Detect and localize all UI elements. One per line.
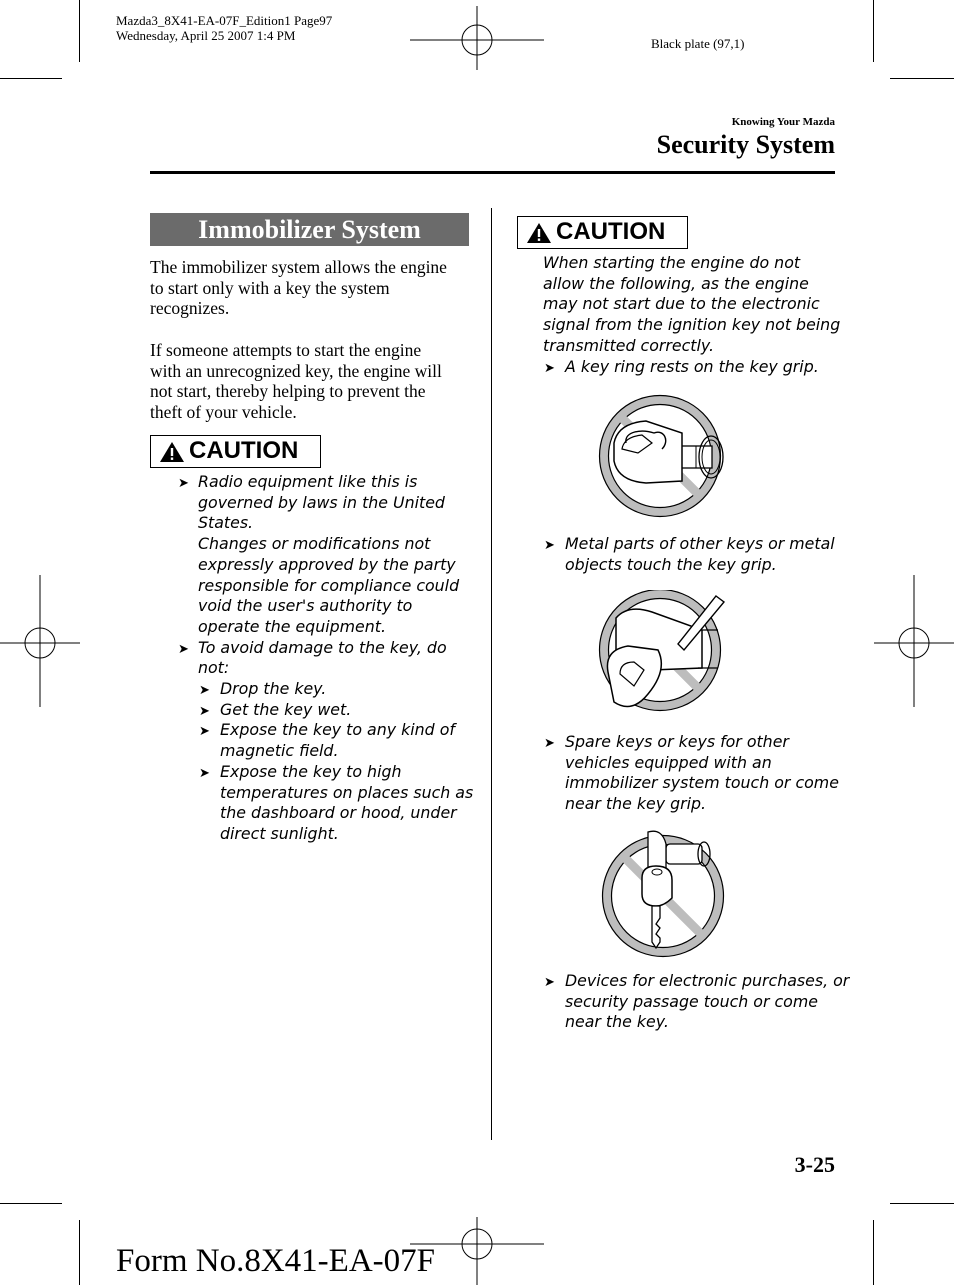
- text-line: When starting the engine do not: [543, 253, 801, 272]
- text-line: States.: [198, 513, 254, 533]
- caution-list-left: [178, 472, 478, 845]
- section-title: Security System: [656, 130, 835, 159]
- text-line: Radio equipment like this is: [198, 472, 418, 491]
- caution-box-right: [517, 216, 688, 249]
- bullet-icon: ➤: [544, 361, 555, 376]
- list-item: [178, 638, 478, 679]
- text-line: Metal parts of other keys or metal: [565, 534, 835, 553]
- text-line: responsible for compliance could: [198, 575, 460, 595]
- bullet-icon: ➤: [199, 703, 210, 719]
- file-info-line-1: Mazda3_8X41-EA-07F_Edition1 Page97: [116, 13, 333, 28]
- text-line: transmitted correctly.: [543, 335, 715, 355]
- theft-paragraph: [150, 340, 442, 422]
- text-line: direct sunlight.: [220, 823, 339, 843]
- caution-label: CAUTION: [556, 218, 666, 245]
- list-item: [543, 971, 865, 1033]
- intro-paragraph: [150, 257, 447, 319]
- text-line: Get the key wet.: [220, 699, 352, 719]
- text-line: If someone attempts to start the engine: [150, 340, 422, 360]
- text-line: Spare keys or keys for other: [565, 732, 789, 751]
- metal-keys-prohibited-illustration: [598, 590, 734, 718]
- text-line: operate the equipment.: [198, 616, 386, 636]
- text-line: not:: [198, 658, 230, 678]
- text-line: to start only with a key the system: [150, 277, 390, 298]
- bullet-icon: ➤: [544, 538, 555, 553]
- chapter-title: Knowing Your Mazda: [731, 116, 835, 128]
- column-divider: [491, 208, 492, 1140]
- bullet-icon: ➤: [544, 975, 555, 990]
- warning-triangle-icon: [526, 222, 552, 244]
- text-line: vehicles equipped with an: [565, 752, 772, 772]
- text-line: governed by laws in the United: [198, 492, 445, 512]
- text-line: immobilizer system touch or come: [565, 773, 839, 793]
- caution-intro-right: [543, 253, 843, 357]
- file-info-line-2: Wednesday, April 25 2007 1:4 PM: [116, 28, 296, 43]
- registration-mark-left: [0, 575, 80, 707]
- warning-triangle-icon: [159, 441, 185, 463]
- text-line: recognizes.: [150, 298, 230, 319]
- sub-list-item: [178, 762, 478, 845]
- bullet-icon: ➤: [199, 765, 210, 781]
- list-item: [543, 534, 865, 575]
- text-line: Expose the key to any kind of: [220, 720, 455, 740]
- header-rule: [150, 171, 835, 174]
- text-line: security passage touch or come: [565, 991, 818, 1011]
- text-line: allow the following, as the engine: [543, 273, 809, 293]
- text-line: temperatures on places such as: [220, 782, 474, 802]
- plate-label: Black plate (97,1): [651, 36, 745, 51]
- bullet-icon: ➤: [178, 476, 189, 491]
- registration-mark-top: [410, 6, 544, 70]
- list-item: [543, 732, 865, 815]
- text-line: A key ring rests on the key grip.: [565, 357, 819, 376]
- registration-mark-right: [874, 575, 954, 707]
- text-line: Changes or modifications not: [198, 534, 431, 554]
- text-line: not start, thereby helping to prevent the: [150, 381, 426, 402]
- bullet-icon: ➤: [544, 736, 555, 751]
- text-line: the dashboard or hood, under: [220, 803, 457, 823]
- file-info: [116, 13, 332, 43]
- bullet-icon: ➤: [199, 683, 210, 699]
- text-line: near the key grip.: [565, 794, 707, 814]
- text-line: with an unrecognized key, the engine will: [150, 360, 442, 381]
- sub-list-item: [178, 720, 478, 761]
- text-line: near the key.: [565, 1012, 669, 1032]
- text-line: The immobilizer system allows the engine: [150, 257, 447, 277]
- page-number: 3-25: [794, 1152, 835, 1177]
- spare-key-prohibited-illustration: [600, 828, 726, 958]
- bullet-icon: ➤: [199, 724, 210, 740]
- text-line: signal from the ignition key not being: [543, 315, 841, 335]
- text-line: magnetic field.: [220, 741, 339, 761]
- text-line: may not start due to the electronic: [543, 294, 820, 314]
- key-ring-prohibited-illustration: [598, 393, 728, 519]
- text-line: To avoid damage to the key, do: [198, 637, 447, 657]
- text-line: void the user's authority to: [198, 596, 413, 616]
- list-item: [178, 472, 478, 638]
- text-line: Devices for electronic purchases, or: [565, 971, 850, 990]
- text-line: theft of your vehicle.: [150, 401, 297, 422]
- bullet-icon: ➤: [178, 641, 189, 657]
- caution-box-left: [150, 435, 321, 468]
- text-line: expressly approved by the party: [198, 554, 456, 574]
- text-line: Expose the key to high: [220, 761, 402, 781]
- text-line: objects touch the key grip.: [565, 554, 777, 574]
- caution-label: CAUTION: [189, 437, 299, 464]
- immobilizer-heading: Immobilizer System: [150, 213, 469, 246]
- form-number: Form No.8X41-EA-07F: [116, 1243, 435, 1279]
- sub-list-item: [178, 679, 478, 700]
- sub-list-item: [178, 700, 478, 721]
- list-item: [543, 357, 865, 378]
- text-line: Drop the key.: [220, 679, 327, 699]
